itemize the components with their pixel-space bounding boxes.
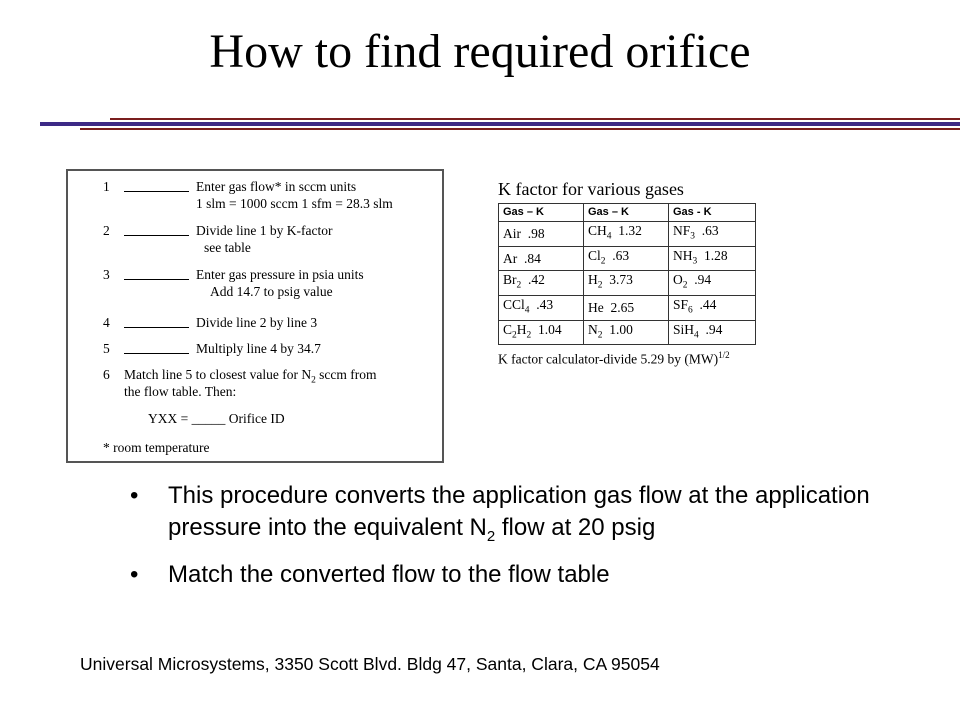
table-cell: $O_2$ .94	[669, 271, 756, 296]
divider-line-middle	[40, 122, 960, 126]
footer-address: Universal Microsystems, 3350 Scott Blvd. Bldg 47, Santa, Clara, CA 95054	[80, 654, 660, 674]
table-cell: $SF_6$ .44	[669, 296, 756, 321]
table-cell: SiH$_4$ .94	[669, 320, 756, 345]
step-subtext: 1 slm = 1000 sccm 1 sfm = 28.3 slm	[196, 196, 393, 211]
title-divider	[0, 118, 960, 134]
bullet-list	[130, 480, 900, 597]
table-row	[499, 246, 756, 271]
step-subtext: the flow table. Then:	[124, 384, 237, 399]
step-text: Enter gas flow* in sccm units	[196, 179, 357, 194]
k-factor-note: K factor calculator-divide 5.29 by (MW)$^{1/2}$	[498, 350, 730, 367]
table-cell: $Cl_2$ .63	[584, 246, 669, 271]
step-number: 6	[103, 367, 110, 382]
divider-line-bottom	[80, 128, 960, 130]
table-cell: $H_2$ 3.73	[584, 271, 669, 296]
table-row	[499, 271, 756, 296]
column-header: Gas – K	[584, 204, 669, 222]
step-number: 2	[103, 223, 110, 238]
step-subtext: Add 14.7 to psig value	[210, 284, 333, 299]
step-number: 3	[103, 267, 110, 282]
table-cell: $Br_2$ .42	[499, 271, 584, 296]
k-factor-panel	[498, 178, 756, 368]
column-header: Gas – K	[499, 204, 584, 222]
entry-blank	[124, 279, 189, 280]
table-cell: Ar .84	[499, 246, 584, 271]
step-text: Enter gas pressure in psia units	[196, 267, 364, 282]
table-row	[499, 296, 756, 321]
bullet-marker: •	[130, 482, 139, 509]
table-row	[499, 222, 756, 247]
bullet-text: This procedure converts the application gas flow at the application pressure into the equivalent $N_2$ flow at 20 psig	[168, 482, 870, 545]
k-factor-title: K factor for various gases	[498, 179, 684, 199]
bullet-text: Match the converted flow to the flow table	[168, 560, 610, 588]
table-cell: $NH_3$ 1.28	[669, 246, 756, 271]
step-subtext: see table	[204, 240, 251, 255]
table-cell: $C_2H_2$ 1.04	[499, 320, 584, 345]
entry-blank	[124, 191, 189, 192]
table-header-row	[499, 204, 756, 222]
step-number: 4	[103, 315, 110, 330]
footnote: * room temperature	[103, 440, 210, 455]
divider-line-top	[110, 118, 960, 120]
list-item	[130, 480, 900, 553]
entry-blank	[124, 353, 189, 354]
page-title: How to find required orifice	[209, 25, 751, 78]
k-factor-table	[498, 203, 756, 345]
entry-blank	[124, 235, 189, 236]
step-number: 5	[103, 341, 110, 356]
step-number: 1	[103, 179, 110, 194]
table-cell: Air .98	[499, 222, 584, 247]
step-text: Divide line 1 by K-factor	[196, 223, 333, 238]
entry-blank	[124, 327, 189, 328]
table-row	[499, 320, 756, 345]
procedure-worksheet	[66, 169, 444, 463]
list-item	[130, 559, 900, 591]
table-cell: $CH_4$ 1.32	[584, 222, 669, 247]
table-cell: $NF_3$ .63	[669, 222, 756, 247]
table-cell: $N_2$ 1.00	[584, 320, 669, 345]
step-text: Divide line 2 by line 3	[196, 315, 318, 330]
orifice-id-line: YXX = _____ Orifice ID	[148, 411, 285, 426]
table-cell: CCl$_4$ .43	[499, 296, 584, 321]
bullet-marker: •	[130, 560, 139, 588]
step-text: Multiply line 4 by 34.7	[196, 341, 321, 356]
step-text: Match line 5 to closest value for $N_2$ sccm from	[124, 367, 377, 386]
column-header: Gas - K	[669, 204, 756, 222]
table-cell: He 2.65	[584, 296, 669, 321]
